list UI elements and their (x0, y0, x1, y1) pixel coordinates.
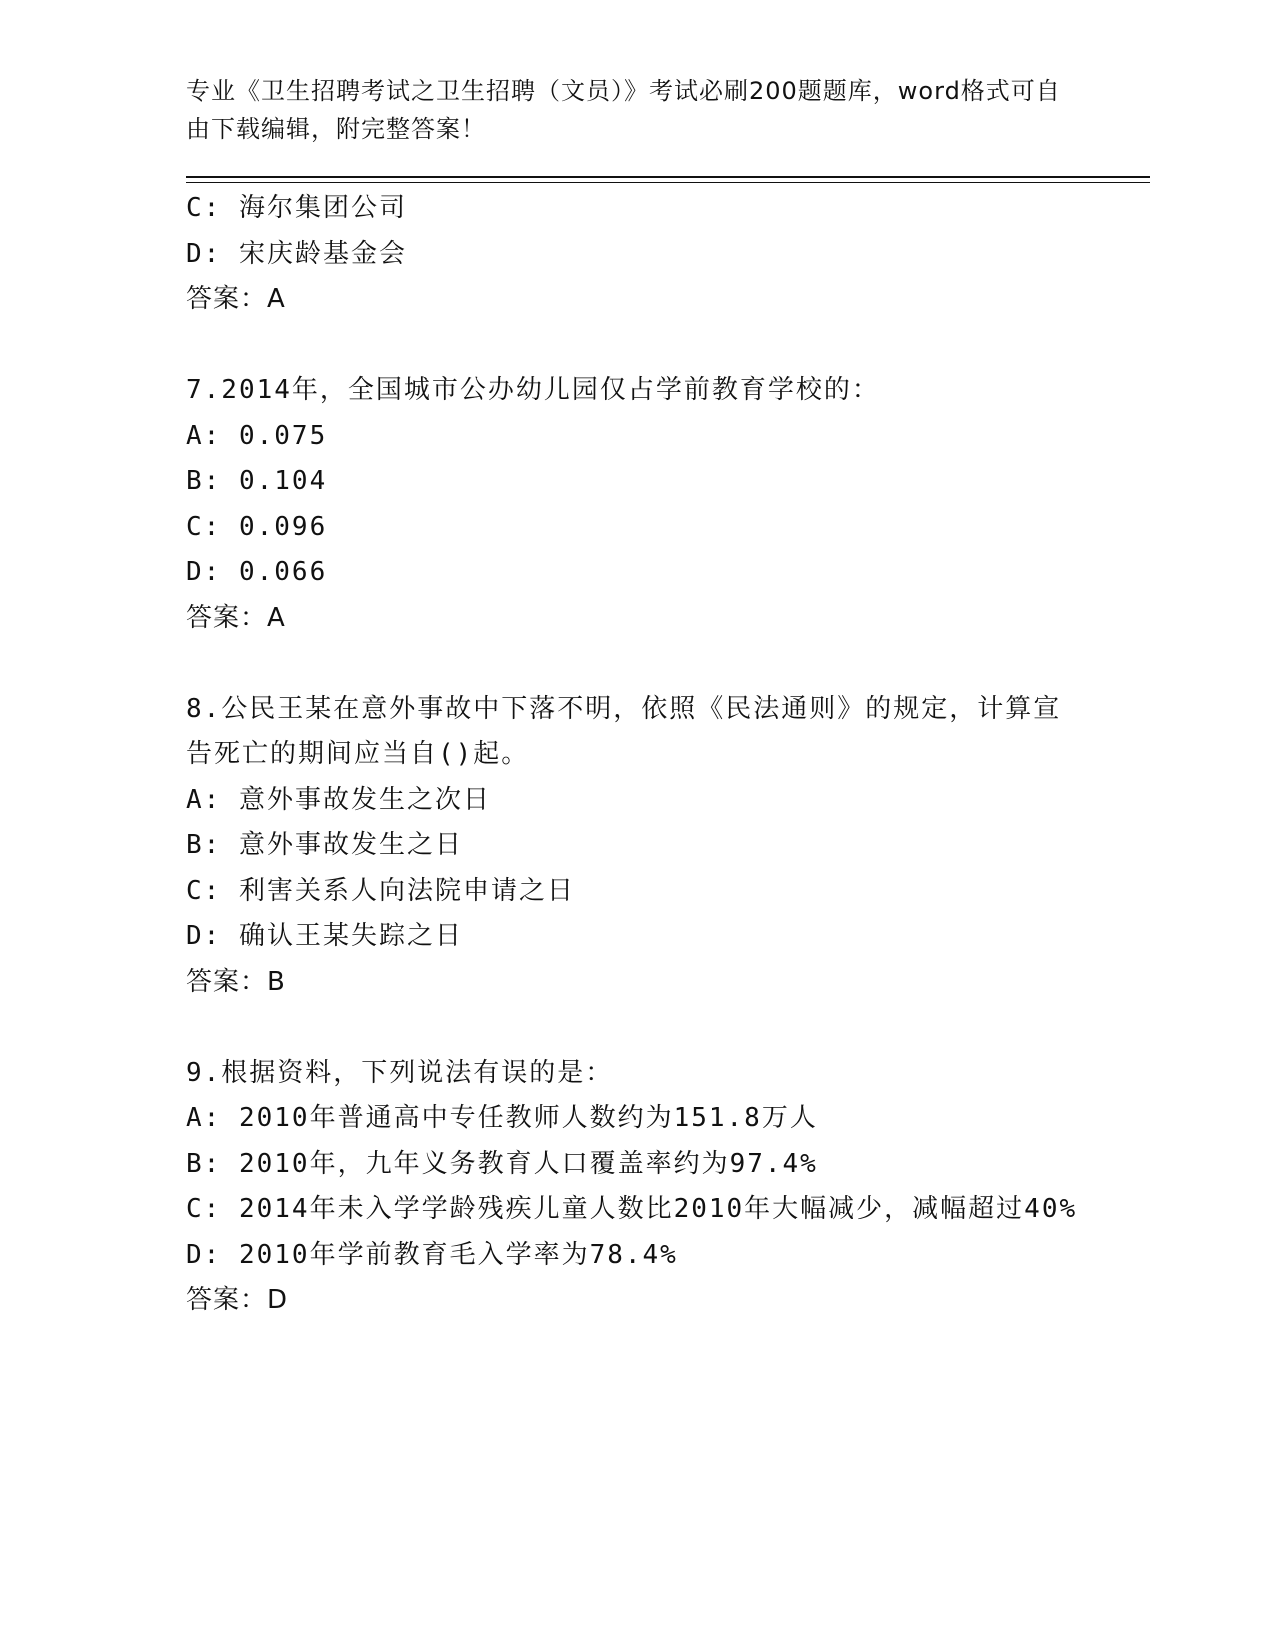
option-c: C: 2014年未入学学龄残疾儿童人数比2010年大幅减少，减幅超过40% (186, 1194, 1078, 1224)
answer-line: 答案：A (186, 284, 286, 314)
document-body (186, 186, 1086, 1324)
question-7 (186, 368, 1086, 641)
option-d: D: 宋庆龄基金会 (186, 238, 407, 269)
answer-line: 答案：B (186, 966, 286, 997)
answer-line: 答案：D (186, 1285, 289, 1315)
option-d: D: 确认王某失踪之日 (186, 921, 463, 951)
option-b: B: 0.104 (186, 466, 328, 496)
document-header: 专业《卫生招聘考试之卫生招聘（文员）》考试必刷200题题库，word格式可自由下载编辑，附完整答案！ (186, 77, 1061, 143)
option-a: A: 0.075 (186, 420, 328, 451)
option-d: D: 0.066 (186, 557, 328, 587)
question-6-tail (186, 186, 1086, 323)
question-9 (186, 1051, 1086, 1324)
option-a: A: 意外事故发生之次日 (186, 784, 491, 815)
question-spacer (186, 323, 1086, 369)
question-spacer (186, 641, 1086, 687)
option-d: D: 2010年学前教育毛入学率为78.4% (186, 1239, 678, 1270)
option-c: C: 利害关系人向法院申请之日 (186, 875, 575, 906)
question-stem: 9.根据资料，下列说法有误的是： (186, 1057, 614, 1088)
header-rule-thick (186, 176, 1150, 178)
option-b: B: 意外事故发生之日 (186, 830, 463, 860)
question-stem: 7.2014年，全国城市公办幼儿园仅占学前教育学校的： (186, 375, 880, 405)
option-c: C: 0.096 (186, 511, 328, 542)
option-a: A: 2010年普通高中专任教师人数约为151.8万人 (186, 1103, 818, 1133)
header-rule-thin (186, 182, 1150, 183)
question-8 (186, 687, 1086, 1006)
question-stem: 8.公民王某在意外事故中下落不明，依照《民法通则》的规定，计算宣告死亡的期间应当自()起。 (186, 693, 1062, 769)
option-b: B: 2010年，九年义务教育人口覆盖率约为97.4% (186, 1148, 818, 1179)
question-spacer (186, 1005, 1086, 1051)
answer-line: 答案：A (186, 602, 286, 633)
option-c: C: 海尔集团公司 (186, 193, 407, 223)
